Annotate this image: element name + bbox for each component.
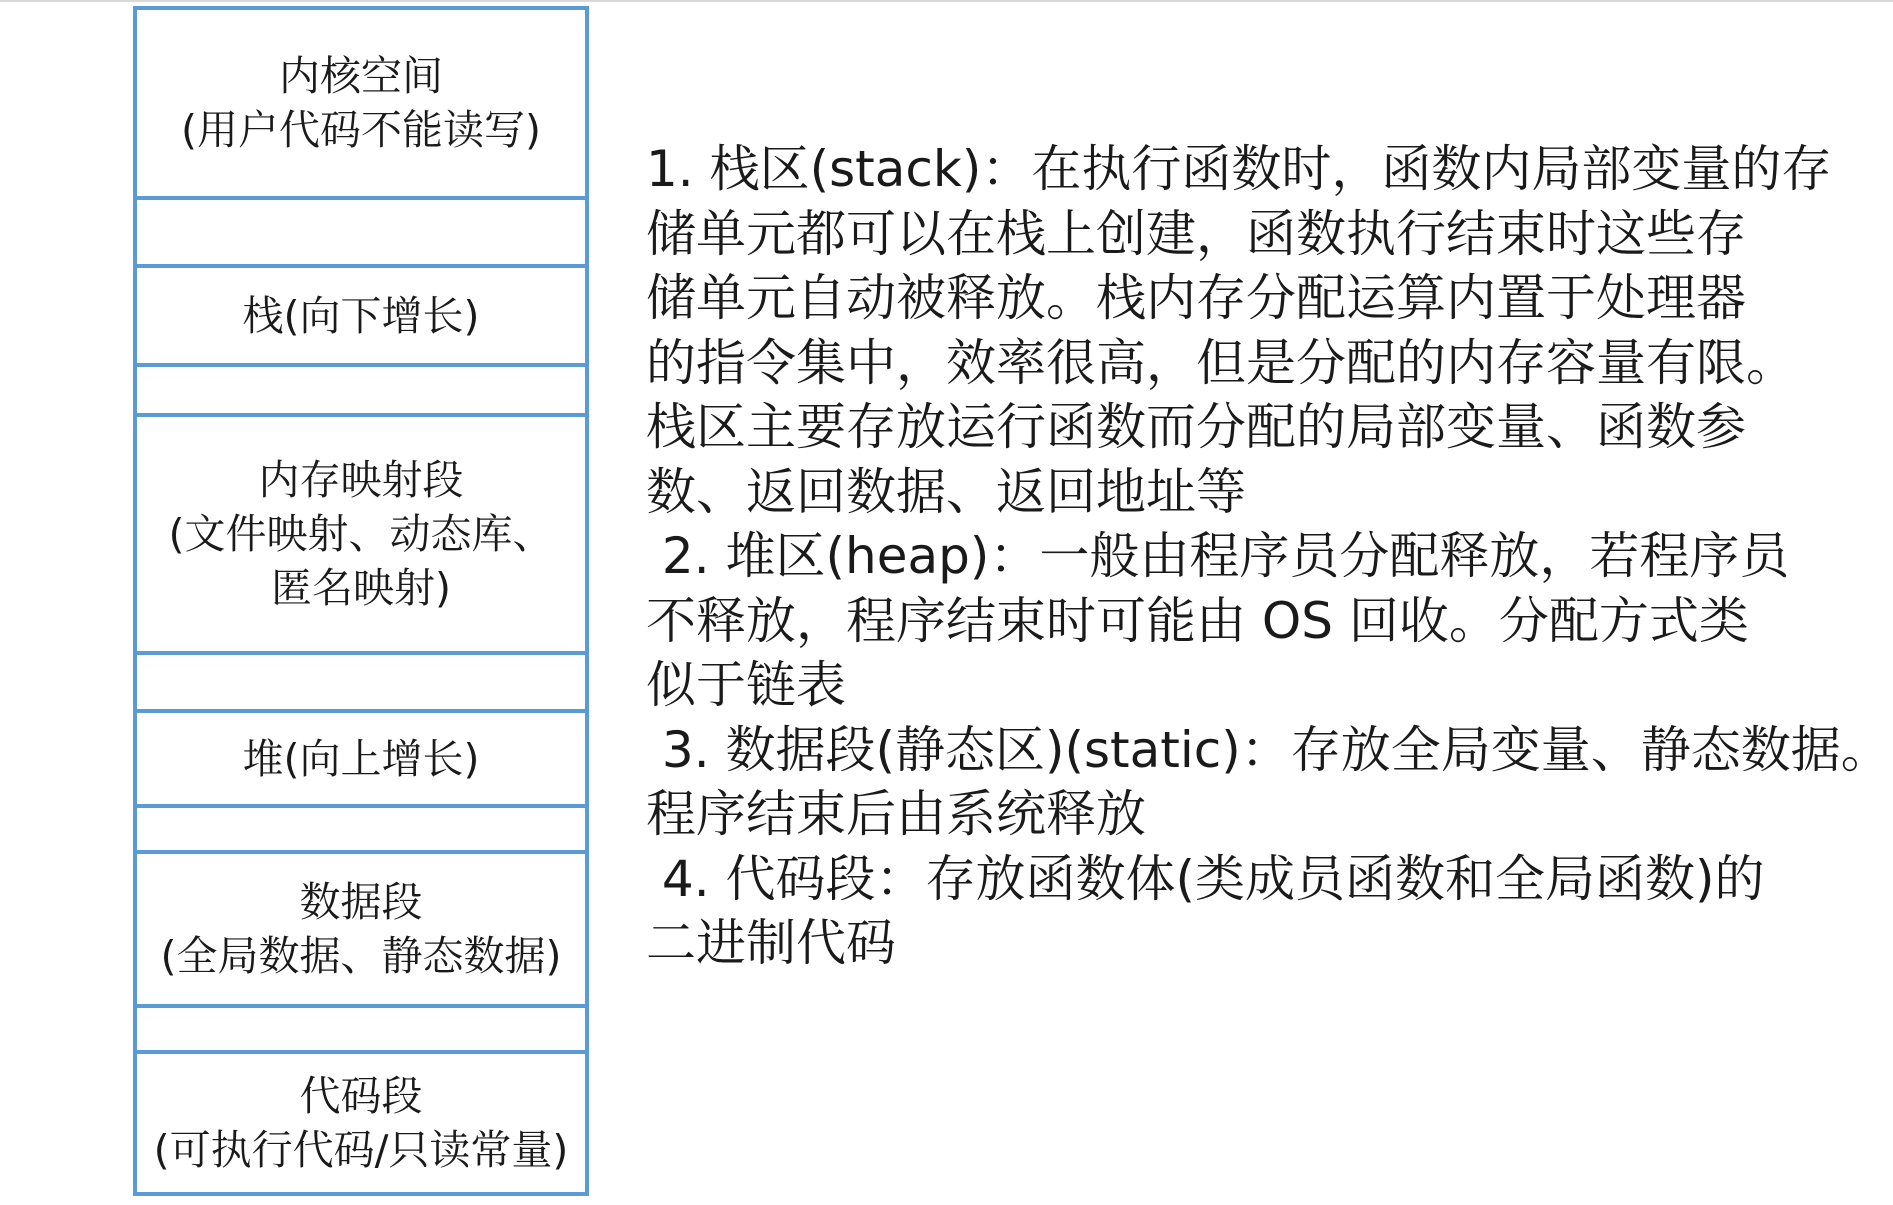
- description-line: 储单元自动被释放。栈内存分配运算内置于处理器: [646, 269, 1746, 327]
- segment-label: 内存映射段: [258, 456, 464, 504]
- memory-regions-description: [646, 137, 1891, 976]
- segment-gap: [137, 808, 585, 854]
- segment-label: 内核空间: [279, 52, 443, 100]
- description-line: 的指令集中，效率很高，但是分配的内存容量有限。: [646, 333, 1796, 392]
- description-line: 3. 数据段(静态区)(static)：存放全局变量、静态数据。: [646, 720, 1891, 779]
- segment-code: [137, 1054, 585, 1192]
- segment-data: [137, 854, 585, 1008]
- segment-kernel-space: [137, 10, 585, 200]
- memory-layout-diagram: [133, 6, 589, 1196]
- segment-gap: [137, 655, 585, 713]
- segment-gap: [137, 200, 585, 268]
- segment-memory-mapping: [137, 417, 585, 655]
- segment-gap: [137, 1008, 585, 1054]
- description-line: 2. 堆区(heap)：一般由程序员分配释放，若程序员: [646, 527, 1790, 585]
- segment-gap: [137, 367, 585, 417]
- description-line: 二进制代码: [646, 914, 896, 972]
- description-line: 储单元都可以在栈上创建，函数执行结束时这些存: [646, 204, 1746, 263]
- description-line: 数、返回数据、返回地址等: [646, 462, 1246, 521]
- description-line: 栈区主要存放运行函数而分配的局部变量、函数参: [646, 398, 1746, 456]
- description-line: 不释放，程序结束时可能由 OS 回收。分配方式类: [646, 591, 1749, 650]
- segment-label: (文件映射、动态库、: [168, 510, 554, 558]
- description-line: 似于链表: [646, 656, 846, 714]
- description-line: 4. 代码段：存放函数体(类成员函数和全局函数)的: [646, 849, 1765, 908]
- segment-label: 匿名映射): [271, 564, 451, 612]
- segment-stack: [137, 268, 585, 367]
- description-line: 1. 栈区(stack)：在执行函数时，函数内局部变量的存: [646, 140, 1832, 198]
- segment-label: (可执行代码/只读常量): [153, 1126, 569, 1174]
- top-divider: [0, 0, 1893, 2]
- description-line: 程序结束后由系统释放: [646, 785, 1146, 843]
- segment-label: (用户代码不能读写): [181, 106, 541, 154]
- segment-label: 堆(向上增长): [242, 734, 480, 783]
- segment-label: 数据段: [299, 878, 423, 926]
- segment-label: (全局数据、静态数据): [160, 932, 562, 980]
- segment-label: 代码段: [299, 1072, 423, 1120]
- segment-label: 栈(向下增长): [242, 291, 480, 340]
- segment-heap: [137, 713, 585, 808]
